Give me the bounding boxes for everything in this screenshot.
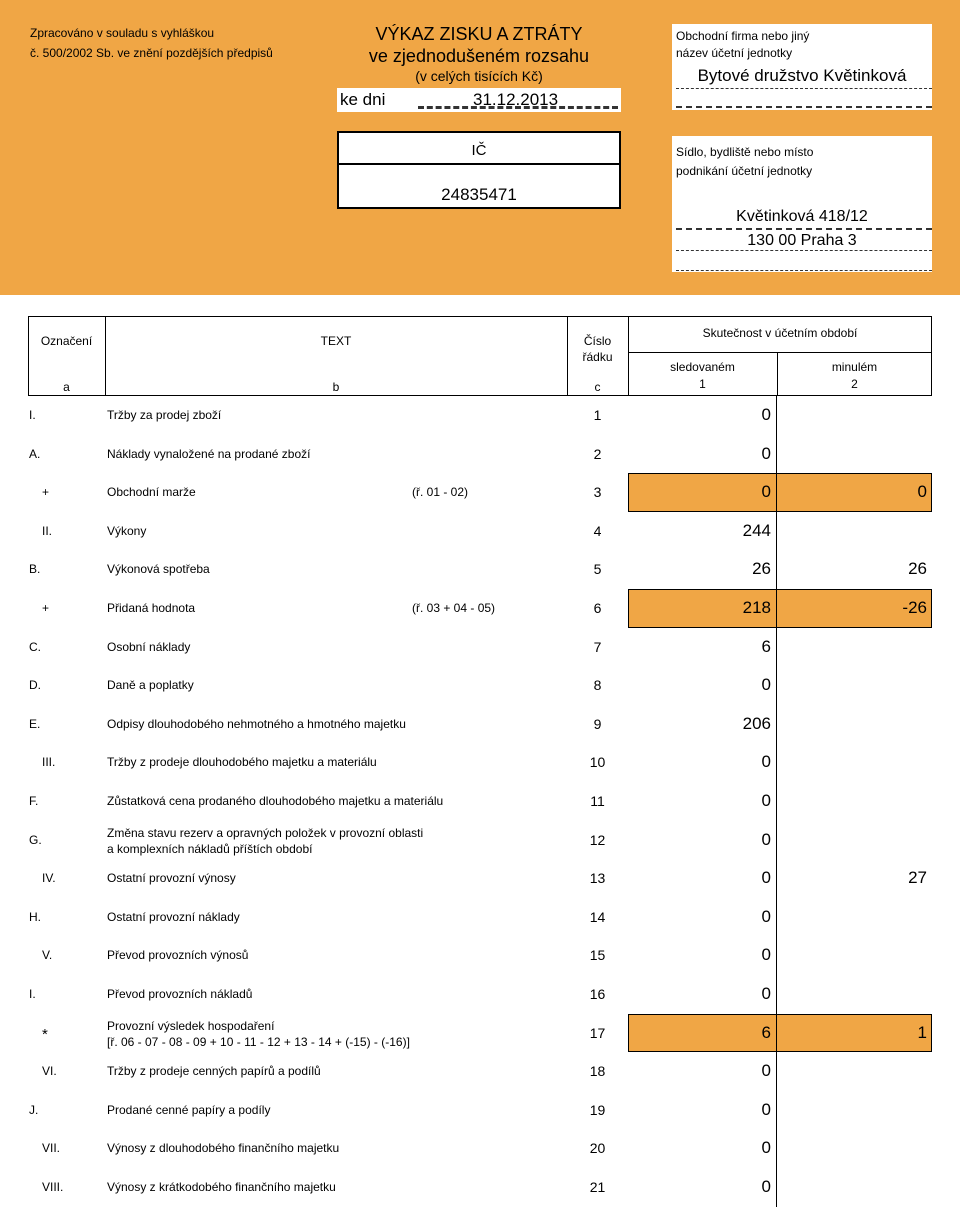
row-mark: VI.: [42, 1064, 57, 1079]
value-cell-previous: [777, 435, 932, 474]
row-value-current: 0: [761, 482, 771, 502]
row-value-current: 0: [761, 984, 771, 1003]
row-line-number: 5: [593, 561, 602, 578]
col-sep-h: [628, 352, 932, 353]
row-text: Tržby z prodeje cenných papírů a podílů: [107, 1064, 321, 1079]
row-line-number: 9: [593, 715, 602, 732]
row-value-previous: 1: [917, 1022, 927, 1042]
row-mark: B.: [29, 562, 41, 577]
row-line-number: 1: [593, 407, 602, 423]
table-row: [0, 898, 960, 937]
row-formula: (ř. 01 - 02): [412, 485, 469, 500]
row-mark: A.: [29, 446, 41, 461]
row-mark: +: [42, 485, 50, 500]
firm-underline-2: [676, 106, 932, 108]
report-subtitle: ve zjednodušeném rozsahu: [368, 46, 590, 66]
row-mark: I.: [29, 987, 36, 1001]
row-value-current: 0: [761, 1138, 771, 1158]
col-sledovanem: sledovaném: [670, 360, 735, 374]
row-value-current: 0: [761, 1177, 771, 1196]
seat-label-1: Sídlo, bydliště nebo místo: [676, 145, 814, 159]
row-value-previous: 26: [908, 559, 927, 579]
row-line-number: 11: [590, 793, 605, 809]
col-text: TEXT: [320, 334, 352, 348]
row-mark: J.: [29, 1102, 39, 1117]
col-cislo-2: řádku: [582, 350, 613, 364]
row-value-current: 0: [761, 1061, 771, 1081]
row-value-current: 0: [761, 906, 771, 926]
row-text: Výnosy z dlouhodobého finančního majetku: [107, 1141, 340, 1156]
row-value-previous: -26: [902, 598, 927, 617]
table-row: [0, 435, 960, 474]
row-mark: C.: [29, 639, 41, 654]
row-line-number: 12: [589, 831, 606, 848]
report-title: VÝKAZ ZISKU A ZTRÁTY: [375, 24, 583, 44]
value-cell-previous: [777, 396, 932, 435]
row-mark: *: [42, 1025, 48, 1043]
row-value-current: 0: [761, 945, 771, 965]
value-cell-previous: [777, 1091, 932, 1130]
value-cell-previous: [777, 1129, 932, 1168]
row-value-current: 0: [761, 868, 771, 888]
row-text: Výkony: [107, 523, 147, 538]
table-row: [0, 859, 960, 898]
table-row: [0, 1091, 960, 1130]
table-row: [0, 473, 960, 512]
row-line-number: 7: [593, 638, 602, 655]
row-mark: IV.: [42, 871, 56, 886]
address-line-2: 130 00 Praha 3: [747, 232, 857, 249]
law-line-1: Zpracováno v souladu s vyhláškou: [30, 26, 215, 40]
row-value-current: 0: [761, 1099, 771, 1119]
value-cell-previous: [777, 666, 932, 705]
row-text: Osobní náklady: [107, 639, 191, 654]
col-2: 2: [851, 377, 858, 391]
row-text: Provozní výsledek hospodaření: [107, 1018, 275, 1033]
law-line-2: č. 500/2002 Sb. ve znění pozdějších předpisů: [30, 46, 273, 60]
col-minulem: minulém: [831, 360, 878, 374]
row-value-current: 244: [742, 520, 771, 540]
table-row: [0, 782, 960, 821]
row-text: Zůstatková cena prodaného dlouhodobého majetku a materiálu: [107, 794, 444, 808]
col-cislo-1: Číslo: [583, 334, 612, 348]
ic-label: IČ: [471, 142, 487, 159]
table-row: [0, 1168, 960, 1207]
row-line-number: 20: [589, 1140, 606, 1157]
row-text: Výnosy z krátkodobého finančního majetku: [107, 1180, 336, 1194]
row-line-number: 4: [593, 522, 602, 539]
row-text-2: a komplexních nákladů příštích období: [107, 841, 313, 856]
row-value-previous: 27: [908, 868, 927, 888]
row-text: Daně a poplatky: [107, 678, 194, 693]
row-mark: II.: [42, 523, 53, 538]
value-cell-previous: [777, 821, 932, 860]
row-formula: (ř. 03 + 04 - 05): [412, 601, 496, 615]
row-text: Tržby za prodej zboží: [107, 408, 222, 422]
address-underline-2: [676, 250, 932, 251]
row-mark: +: [42, 601, 50, 615]
value-cell-previous: [777, 1168, 932, 1207]
row-text: Náklady vynaložené na prodané zboží: [107, 446, 311, 461]
row-line-number: 13: [589, 870, 606, 887]
row-line-number: 15: [589, 947, 606, 964]
table-row: [0, 1014, 960, 1053]
row-mark: III.: [42, 755, 56, 770]
value-cell-previous: [777, 975, 932, 1014]
table-row: [0, 821, 960, 860]
row-value-current: 0: [761, 405, 771, 424]
value-cell-previous: [777, 782, 932, 821]
row-value-current: 26: [752, 559, 771, 579]
row-line-number: 8: [593, 677, 602, 694]
row-text: Převod provozních výnosů: [107, 948, 249, 963]
value-cell-previous: [777, 936, 932, 975]
table-row: [0, 666, 960, 705]
col-c: c: [594, 380, 601, 394]
table-row: [0, 1052, 960, 1091]
row-mark: D.: [29, 678, 41, 693]
table-row: [0, 936, 960, 975]
row-line-number: 14: [589, 908, 606, 925]
row-text: Převod provozních nákladů: [107, 987, 253, 1001]
row-mark: VIII.: [42, 1180, 64, 1194]
ic-value: 24835471: [441, 185, 517, 204]
row-mark: VII.: [42, 1141, 61, 1156]
row-line-number: 6: [593, 600, 602, 616]
firm-underline-1: [676, 88, 932, 89]
row-text: Obchodní marže: [107, 485, 196, 500]
row-value-current: 0: [761, 752, 771, 772]
row-line-number: 21: [589, 1179, 606, 1195]
col-skutecnost: Skutečnost v účetním období: [702, 326, 858, 340]
table-row: [0, 512, 960, 551]
value-cell-previous: [777, 1052, 932, 1091]
row-text: Změna stavu rezerv a opravných položek v provozní oblasti: [107, 825, 424, 840]
value-cell-previous: [777, 743, 932, 782]
row-mark: V.: [42, 948, 53, 963]
col-oznaceni: Označení: [40, 334, 93, 348]
value-cell-previous: [777, 512, 932, 551]
col-1: 1: [699, 377, 706, 391]
table-row: [0, 705, 960, 744]
row-text: Přidaná hodnota: [107, 601, 196, 615]
col-b: b: [332, 380, 340, 394]
row-value-current: 0: [761, 829, 771, 849]
row-value-current: 0: [761, 791, 771, 810]
row-line-number: 16: [589, 986, 606, 1002]
row-mark: I.: [29, 408, 36, 422]
table-row: [0, 743, 960, 782]
row-line-number: 2: [593, 445, 602, 462]
row-value-current: 0: [761, 443, 771, 463]
value-cell-previous: [777, 898, 932, 937]
row-line-number: 10: [589, 754, 606, 771]
table-row: [0, 589, 960, 628]
row-text: Ostatní provozní náklady: [107, 909, 240, 924]
row-line-number: 19: [589, 1101, 606, 1118]
row-text: Prodané cenné papíry a podíly: [107, 1102, 271, 1117]
row-mark: F.: [29, 794, 39, 808]
table-row: [0, 628, 960, 667]
report-units: (v celých tisících Kč): [415, 68, 543, 84]
address-line-1: Květinková 418/12: [736, 208, 868, 225]
table-row: [0, 975, 960, 1014]
value-cell-previous: [777, 628, 932, 667]
table-row: [0, 1129, 960, 1168]
row-value-previous: 0: [917, 482, 927, 502]
date-label: ke dni: [340, 90, 386, 109]
row-text: Ostatní provozní výnosy: [107, 871, 236, 886]
address-underline-1: [676, 228, 932, 230]
row-text: Tržby z prodeje dlouhodobého majetku a materiálu: [107, 755, 377, 770]
seat-label-2: podnikání účetní jednotky: [676, 164, 813, 178]
row-line-number: 17: [589, 1024, 606, 1041]
firm-label-1: Obchodní firma nebo jiný: [676, 29, 810, 43]
table-row: [0, 550, 960, 589]
ic-divider: [337, 163, 621, 165]
row-mark: E.: [29, 716, 41, 731]
date-value: 31.12.2013: [418, 90, 618, 109]
row-value-current: 6: [761, 636, 771, 656]
row-mark: H.: [29, 909, 41, 924]
row-text: Odpisy dlouhodobého nehmotného a hmotného majetku: [107, 716, 406, 731]
firm-label-2: název účetní jednotky: [676, 46, 793, 60]
row-mark: G.: [29, 832, 42, 847]
row-value-current: 0: [761, 675, 771, 695]
value-cell-previous: [777, 705, 932, 744]
address-underline-3: [676, 270, 932, 271]
row-line-number: 3: [593, 484, 602, 501]
col-a: a: [63, 380, 70, 394]
row-text: Výkonová spotřeba: [107, 562, 210, 577]
row-value-current: 6: [761, 1022, 771, 1042]
row-value-current: 218: [742, 598, 771, 617]
row-value-current: 206: [742, 713, 771, 733]
row-line-number: 18: [589, 1063, 606, 1080]
firm-name: Bytové družstvo Květinková: [697, 66, 907, 85]
table-row: [0, 396, 960, 435]
row-text-2: [ř. 06 - 07 - 08 - 09 + 10 - 11 - 12 + 13 - 14 + (-15) - (-16)]: [107, 1034, 410, 1049]
